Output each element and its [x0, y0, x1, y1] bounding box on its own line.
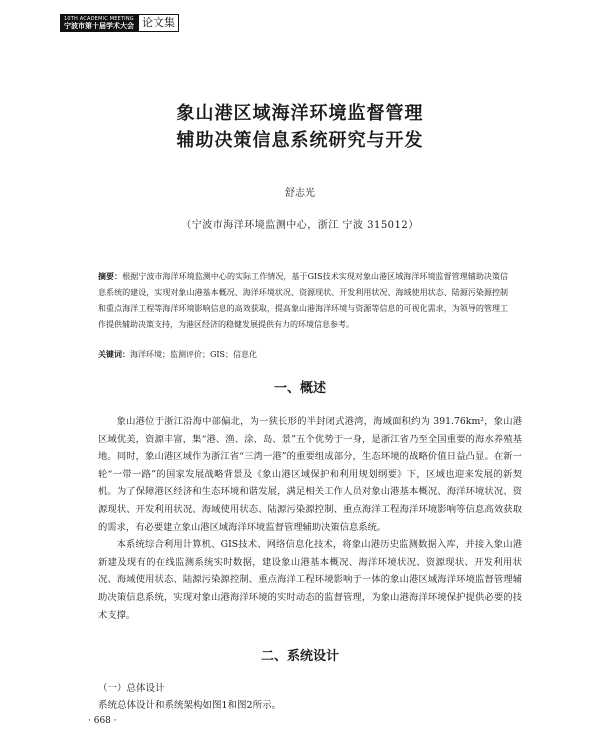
author-name: 舒志光	[285, 188, 315, 199]
conference-name-cn: 宁波市第十届学术大会	[64, 22, 134, 30]
conference-name-en: 10TH ACADEMIC MEETING	[64, 16, 134, 22]
conference-header-badge	[60, 14, 179, 32]
section-1-paragraph-2: 本系统综合利用计算机、GIS技术、网络信息化技术，将象山港历史监测数据入库，并接入象山港新建及现有的在线监测系统实时数据，建设象山港基本概况、海洋环境状况、资源现状、开发利用状况、海域使用状态、陆源污染源控制、重点海洋工程环境影响于一体的象山港区域海洋环境监督管理辅助决策信息系统，实现对象山港海洋环境的实时动态的监督管理，为象山港海洋环境保护提供必要的技术支撑。	[98, 539, 522, 621]
section-2-heading: 二、系统设计	[260, 649, 339, 664]
paper-title-line-1: 象山港区域海洋环境监督管理	[176, 103, 424, 124]
keywords-text: 海洋环境；监测评价；GIS；信息化	[130, 350, 258, 359]
section-1-body	[98, 413, 522, 624]
keywords	[98, 347, 508, 362]
page-number: · 668 ·	[88, 716, 117, 726]
author-affiliation: （宁波市海洋环境监测中心，浙江 宁波 315012）	[181, 220, 419, 231]
section-2-text: 系统总体设计和系统架构如图1和图2所示。	[98, 700, 282, 711]
conference-name-block	[60, 14, 138, 32]
paper-title	[0, 100, 600, 154]
section-1-paragraph-1: 象山港位于浙江沿海中部偏北，为一狭长形的半封闭式港湾，海域面积约为 391.76km²，象山港区域优美，资源丰富，集“港、渔、涂、岛、景”五个优势于一身，是浙江省乃至全国重要的海水养殖基地。同时，象山港区域作为浙江省“三湾一港”的重要组成部分，生态环境的战略价值日益凸显。在新一轮“一带一路”的国家发展战略背景及《象山港区域保护和利用规划纲要》下，区域也迎来发展的新契机。为了保障港区经济和生态环境和谐发展，满足相关工作人员对象山港基本概况、海洋环境状况、资源现状、开发利用状况、海域使用状态、陆源污染源控制、重点海洋工程海洋环境影响等信息高效获取的需求，有必要建立象山港区域海洋环境监督管理辅助决策信息系统。	[98, 416, 522, 533]
keywords-label: 关键词：	[98, 349, 130, 359]
section-1-heading: 一、概述	[273, 381, 326, 396]
abstract-label: 摘要：	[98, 271, 123, 281]
section-2-subheading: （一）总体设计	[98, 683, 165, 694]
paper-title-line-2: 辅助决策信息系统研究与开发	[176, 130, 424, 151]
abstract-text: 根据宁波市海洋环境监测中心的实际工作情况，基于GIS技术实现对象山港区域海洋环境监督管理辅助决策信息系统的建设，实现对象山港基本概况、海洋环境状况、资源现状、开发利用状况、海域使用状态、陆源污染源控制和重点海洋工程等海洋环境影响信息的高效获取，提高象山港海洋环境与资源等信息的可视化需求，为领导的管理工作提供辅助决策支持，为港区经济的稳健发展提供有力的环境信息参考。	[98, 272, 509, 329]
abstract	[98, 268, 508, 333]
section-tag: 论文集	[138, 14, 179, 32]
